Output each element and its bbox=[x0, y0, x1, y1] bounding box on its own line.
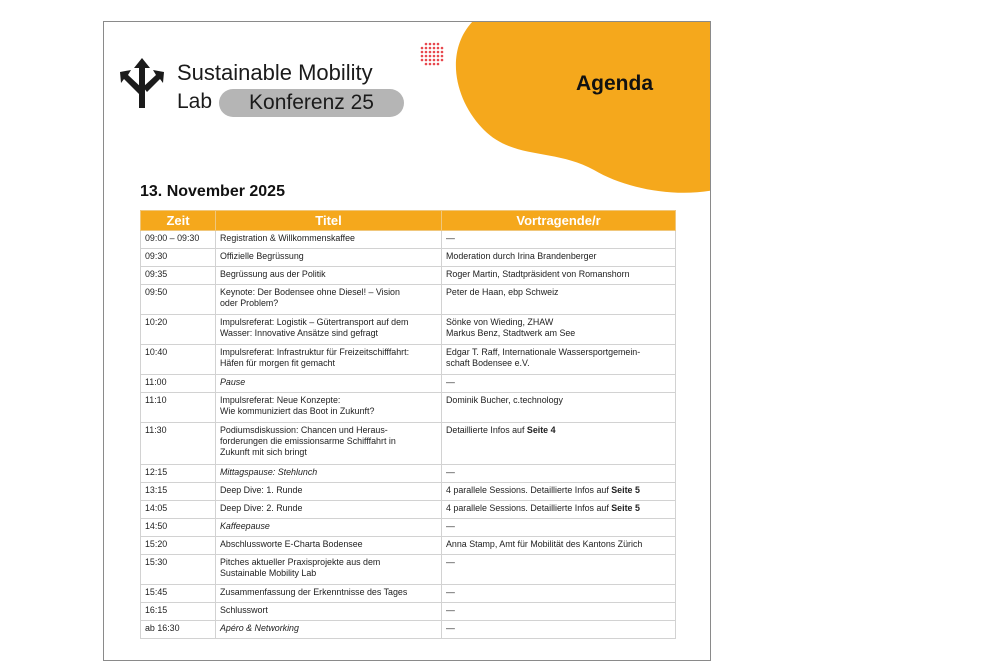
row-title: Apéro & Networking bbox=[216, 621, 442, 639]
page-reference: Seite 5 bbox=[611, 485, 640, 495]
row-title: Deep Dive: 2. Runde bbox=[216, 501, 442, 519]
row-title: Kaffeepause bbox=[216, 519, 442, 537]
row-time: 12:15 bbox=[141, 465, 216, 483]
row-speaker: Sönke von Wieding, ZHAW Markus Benz, Stadtwerk am See bbox=[442, 315, 676, 345]
table-row bbox=[141, 393, 676, 423]
row-speaker: — bbox=[442, 621, 676, 639]
row-time: 15:20 bbox=[141, 537, 216, 555]
agenda-rows bbox=[141, 231, 676, 639]
table-row bbox=[141, 267, 676, 285]
row-speaker: Moderation durch Irina Brandenberger bbox=[442, 249, 676, 267]
row-speaker bbox=[442, 423, 676, 465]
row-speaker: — bbox=[442, 519, 676, 537]
table-row bbox=[141, 423, 676, 465]
row-time: ab 16:30 bbox=[141, 621, 216, 639]
table-row bbox=[141, 519, 676, 537]
row-title: Mittagspause: Stehlunch bbox=[216, 465, 442, 483]
page-reference: Seite 5 bbox=[611, 503, 640, 513]
branching-arrows-icon bbox=[117, 58, 167, 108]
column-header-time: Zeit bbox=[141, 211, 216, 231]
row-time: 16:15 bbox=[141, 603, 216, 621]
row-title: Impulsreferat: Neue Konzepte: Wie kommuniziert das Boot in Zukunft? bbox=[216, 393, 442, 423]
brand-lab: Lab bbox=[177, 90, 213, 113]
row-time: 11:00 bbox=[141, 375, 216, 393]
row-title: Registration & Willkommenskaffee bbox=[216, 231, 442, 249]
row-speaker: — bbox=[442, 231, 676, 249]
row-title: Pitches aktueller Praxisprojekte aus dem Sustainable Mobility Lab bbox=[216, 555, 442, 585]
event-date: 13. November 2025 bbox=[140, 183, 285, 200]
row-speaker: Dominik Bucher, c.technology bbox=[442, 393, 676, 423]
row-time: 14:05 bbox=[141, 501, 216, 519]
table-row bbox=[141, 231, 676, 249]
row-title: Impulsreferat: Logistik – Gütertransport auf dem Wasser: Innovative Ansätze sind gefragt bbox=[216, 315, 442, 345]
row-title: Begrüssung aus der Politik bbox=[216, 267, 442, 285]
table-header-row bbox=[141, 211, 676, 231]
row-title: Podiumsdiskussion: Chancen und Heraus- forderungen die emissionsarme Schifffahrt in Zukunft mit sich bringt bbox=[216, 423, 442, 465]
table-row bbox=[141, 249, 676, 267]
table-row bbox=[141, 345, 676, 375]
dot-grid-icon bbox=[417, 41, 447, 71]
table-row bbox=[141, 501, 676, 519]
table-row bbox=[141, 315, 676, 345]
brand-name: Sustainable Mobility bbox=[177, 60, 373, 85]
row-title: Schlusswort bbox=[216, 603, 442, 621]
table-row bbox=[141, 603, 676, 621]
row-speaker: — bbox=[442, 555, 676, 585]
row-title: Zusammenfassung der Erkenntnisse des Tages bbox=[216, 585, 442, 603]
speaker-text: Detaillierte Infos auf bbox=[446, 425, 527, 435]
table-row bbox=[141, 465, 676, 483]
speaker-text: 4 parallele Sessions. Detaillierte Infos auf bbox=[446, 503, 612, 513]
row-speaker bbox=[442, 501, 676, 519]
row-speaker: Roger Martin, Stadtpräsident von Romanshorn bbox=[442, 267, 676, 285]
row-speaker: Anna Stamp, Amt für Mobilität des Kantons Zürich bbox=[442, 537, 676, 555]
row-time: 15:45 bbox=[141, 585, 216, 603]
row-title: Deep Dive: 1. Runde bbox=[216, 483, 442, 501]
row-time: 11:10 bbox=[141, 393, 216, 423]
column-header-title: Titel bbox=[216, 211, 442, 231]
row-time: 11:30 bbox=[141, 423, 216, 465]
row-time: 15:30 bbox=[141, 555, 216, 585]
orange-blob-shape bbox=[444, 21, 711, 200]
row-title: Keynote: Der Bodensee ohne Diesel! – Vision oder Problem? bbox=[216, 285, 442, 315]
row-time: 14:50 bbox=[141, 519, 216, 537]
row-title: Impulsreferat: Infrastruktur für Freizeitschifffahrt: Häfen für morgen fit gemacht bbox=[216, 345, 442, 375]
row-time: 09:35 bbox=[141, 267, 216, 285]
table-row bbox=[141, 537, 676, 555]
table-row bbox=[141, 375, 676, 393]
agenda-table bbox=[140, 210, 676, 639]
row-time: 10:40 bbox=[141, 345, 216, 375]
row-speaker: Peter de Haan, ebp Schweiz bbox=[442, 285, 676, 315]
row-time: 09:30 bbox=[141, 249, 216, 267]
row-speaker: Edgar T. Raff, Internationale Wassersportgemein- schaft Bodensee e.V. bbox=[442, 345, 676, 375]
row-speaker: — bbox=[442, 375, 676, 393]
agenda-title: Agenda bbox=[576, 72, 654, 95]
table-row bbox=[141, 483, 676, 501]
row-speaker: — bbox=[442, 585, 676, 603]
row-title: Offizielle Begrüssung bbox=[216, 249, 442, 267]
speaker-text: 4 parallele Sessions. Detaillierte Infos auf bbox=[446, 485, 612, 495]
table-row bbox=[141, 621, 676, 639]
row-time: 09:00 – 09:30 bbox=[141, 231, 216, 249]
row-title: Abschlussworte E-Charta Bodensee bbox=[216, 537, 442, 555]
row-time: 10:20 bbox=[141, 315, 216, 345]
agenda-page bbox=[103, 21, 711, 661]
row-speaker bbox=[442, 483, 676, 501]
table-row bbox=[141, 585, 676, 603]
table-row bbox=[141, 285, 676, 315]
conference-pill: Konferenz 25 bbox=[219, 89, 404, 117]
page-reference: Seite 4 bbox=[526, 425, 556, 435]
column-header-speaker: Vortragende/r bbox=[442, 211, 676, 231]
row-speaker: — bbox=[442, 603, 676, 621]
table-row bbox=[141, 555, 676, 585]
row-time: 13:15 bbox=[141, 483, 216, 501]
row-speaker: — bbox=[442, 465, 676, 483]
row-title: Pause bbox=[216, 375, 442, 393]
row-time: 09:50 bbox=[141, 285, 216, 315]
